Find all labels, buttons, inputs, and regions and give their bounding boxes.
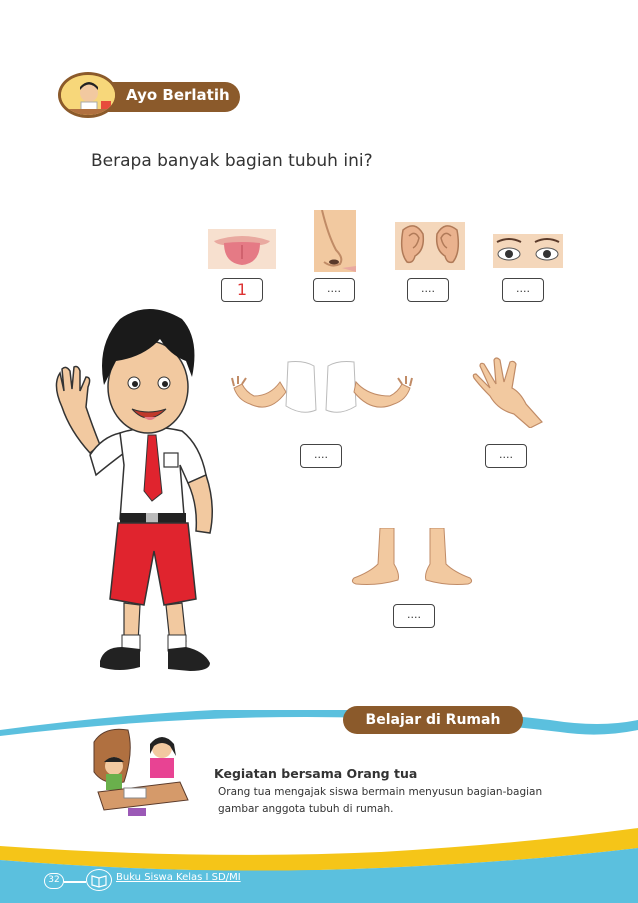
activity-title: Kegiatan bersama Orang tua [214, 766, 418, 781]
student-illustration-icon [58, 72, 118, 118]
eyes-icon [493, 234, 563, 272]
nose-icon [314, 210, 356, 276]
answer-box-feet[interactable]: .... [393, 604, 435, 628]
ears-icon [395, 222, 465, 274]
tongue-icon [208, 229, 276, 273]
book-icon [86, 869, 112, 891]
answer-box-eyes[interactable]: .... [502, 278, 544, 302]
student-boy-illustration [40, 305, 240, 689]
section-badge [50, 70, 260, 120]
footer-divider [64, 881, 86, 883]
answer-box-arms[interactable]: .... [300, 444, 342, 468]
home-section-badge: Belajar di Rumah [343, 706, 523, 734]
answer-box-ears[interactable]: .... [407, 278, 449, 302]
activity-description: Orang tua mengajak siswa bermain menyusun bagian-bagian gambar anggota tubuh di rumah. [218, 786, 543, 815]
footer-book-title[interactable]: Buku Siswa Kelas I SD/MI [116, 872, 241, 883]
page-number: 32 [44, 873, 64, 889]
answer-box-tongue[interactable]: 1 [221, 278, 263, 302]
answer-box-nose[interactable]: .... [313, 278, 355, 302]
hand-icon [470, 356, 544, 432]
question-text: Berapa banyak bagian tubuh ini? [91, 151, 373, 171]
feet-icon [348, 528, 476, 594]
arms-icon [230, 360, 415, 444]
section-badge-label: Ayo Berlatih [126, 86, 230, 104]
answer-box-hand[interactable]: .... [485, 444, 527, 468]
family-illustration-icon [84, 722, 194, 826]
